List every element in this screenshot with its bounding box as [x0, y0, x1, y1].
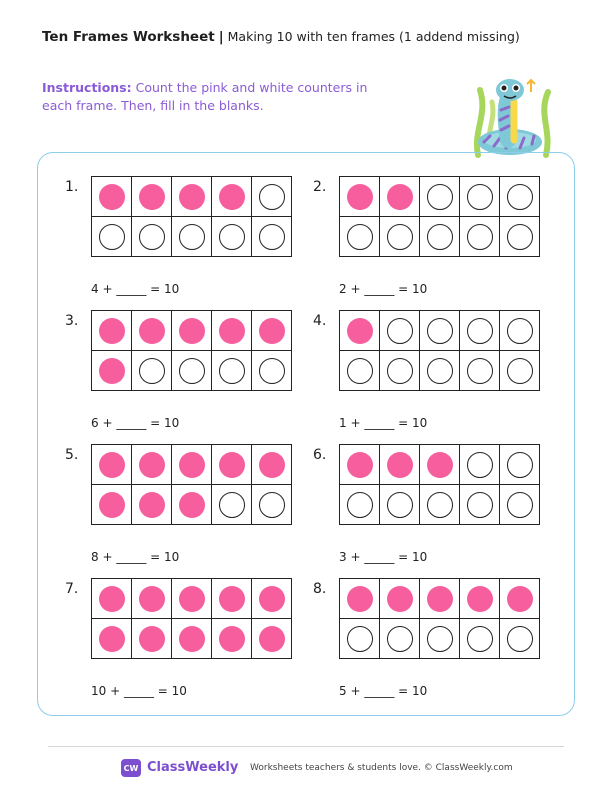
frame-cell [380, 311, 420, 351]
pink-counter [139, 452, 165, 478]
frame-cell [132, 351, 172, 391]
pink-counter [259, 586, 285, 612]
white-counter [259, 224, 285, 250]
equation: 3 + _____ = 10 [339, 550, 428, 564]
frame-cell [92, 311, 132, 351]
ten-frame [339, 310, 540, 391]
white-counter [387, 626, 413, 652]
pink-counter [139, 184, 165, 210]
frame-cell [172, 445, 212, 485]
frame-cell [132, 445, 172, 485]
pink-counter [99, 492, 125, 518]
problem-number: 1. [65, 179, 79, 195]
frame-cell [460, 619, 500, 659]
problem-number: 7. [65, 581, 79, 597]
problem-3 [65, 313, 305, 443]
frame-cell [420, 579, 460, 619]
worksheet-title: Ten Frames Worksheet [42, 29, 215, 45]
frame-cell [172, 579, 212, 619]
frame-cell [252, 311, 292, 351]
white-counter [347, 626, 373, 652]
pink-counter [427, 586, 453, 612]
white-counter [219, 492, 245, 518]
frame-cell [92, 619, 132, 659]
frame-cell [340, 445, 380, 485]
pink-counter [259, 318, 285, 344]
frame-cell [340, 177, 380, 217]
frame-cell [212, 485, 252, 525]
white-counter [139, 224, 165, 250]
frame-cell [500, 351, 540, 391]
equation: 1 + _____ = 10 [339, 416, 428, 430]
pink-counter [219, 184, 245, 210]
equation: 10 + _____ = 10 [91, 684, 187, 698]
frame-cell [132, 217, 172, 257]
pink-counter [99, 586, 125, 612]
pink-counter [139, 626, 165, 652]
white-counter [507, 626, 533, 652]
frame-cell [252, 579, 292, 619]
frame-cell [380, 217, 420, 257]
pink-counter [259, 452, 285, 478]
snake-mascot-illustration [468, 70, 560, 162]
white-counter [427, 224, 453, 250]
white-counter [347, 358, 373, 384]
white-counter [507, 184, 533, 210]
pink-counter [139, 492, 165, 518]
frame-cell [420, 311, 460, 351]
problem-5 [65, 447, 305, 577]
brand-name: ClassWeekly [147, 760, 239, 775]
pink-counter [427, 452, 453, 478]
frame-cell [212, 351, 252, 391]
white-counter [427, 492, 453, 518]
frame-cell [212, 619, 252, 659]
frame-cell [420, 217, 460, 257]
pink-counter [99, 452, 125, 478]
frame-cell [92, 177, 132, 217]
equation: 8 + _____ = 10 [91, 550, 180, 564]
ten-frame [339, 176, 540, 257]
white-counter [467, 492, 493, 518]
frame-cell [380, 177, 420, 217]
frame-cell [340, 619, 380, 659]
problem-number: 2. [313, 179, 327, 195]
white-counter [259, 492, 285, 518]
pink-counter [99, 358, 125, 384]
white-counter [347, 224, 373, 250]
pink-counter [387, 184, 413, 210]
frame-cell [500, 177, 540, 217]
pink-counter [179, 184, 205, 210]
pink-counter [347, 318, 373, 344]
pink-counter [387, 586, 413, 612]
problem-number: 8. [313, 581, 327, 597]
white-counter [139, 358, 165, 384]
equation: 6 + _____ = 10 [91, 416, 180, 430]
frame-cell [92, 579, 132, 619]
equation: 5 + _____ = 10 [339, 684, 428, 698]
equation: 4 + _____ = 10 [91, 282, 180, 296]
white-counter [99, 224, 125, 250]
pink-counter [467, 586, 493, 612]
frame-cell [252, 351, 292, 391]
pink-counter [347, 184, 373, 210]
frame-cell [500, 485, 540, 525]
pink-counter [139, 318, 165, 344]
footer-divider [48, 746, 564, 747]
frame-cell [460, 579, 500, 619]
white-counter [259, 184, 285, 210]
header-separator: | [218, 29, 224, 45]
instructions [42, 79, 392, 115]
white-counter [507, 318, 533, 344]
problem-1 [65, 179, 305, 309]
frame-cell [212, 177, 252, 217]
frame-cell [132, 485, 172, 525]
frame-cell [460, 311, 500, 351]
frame-cell [380, 579, 420, 619]
white-counter [427, 358, 453, 384]
frame-cell [252, 485, 292, 525]
ten-frame [91, 444, 292, 525]
frame-cell [132, 177, 172, 217]
white-counter [467, 318, 493, 344]
frame-cell [172, 177, 212, 217]
frame-cell [252, 177, 292, 217]
frame-cell [500, 579, 540, 619]
frame-cell [132, 579, 172, 619]
frame-cell [420, 619, 460, 659]
white-counter [467, 358, 493, 384]
white-counter [387, 318, 413, 344]
instructions-text: Count the pink and white counters in each frame. Then, fill in the blanks. [42, 80, 368, 113]
white-counter [219, 224, 245, 250]
white-counter [467, 626, 493, 652]
ten-frame [91, 176, 292, 257]
frame-cell [460, 217, 500, 257]
pink-counter [259, 626, 285, 652]
white-counter [507, 224, 533, 250]
white-counter [507, 492, 533, 518]
frame-cell [212, 579, 252, 619]
frame-cell [252, 619, 292, 659]
problem-number: 3. [65, 313, 79, 329]
frame-cell [500, 445, 540, 485]
pink-counter [179, 626, 205, 652]
frame-cell [172, 619, 212, 659]
frame-cell [340, 485, 380, 525]
frame-cell [420, 485, 460, 525]
frame-cell [212, 311, 252, 351]
pink-counter [387, 452, 413, 478]
frame-cell [460, 351, 500, 391]
frame-cell [92, 351, 132, 391]
frame-cell [500, 217, 540, 257]
frame-cell [252, 445, 292, 485]
white-counter [427, 318, 453, 344]
classweekly-logo-icon: CW [121, 759, 141, 777]
frame-cell [340, 579, 380, 619]
white-counter [507, 358, 533, 384]
ten-frame [339, 444, 540, 525]
frame-cell [92, 485, 132, 525]
problem-number: 4. [313, 313, 327, 329]
frame-cell [460, 485, 500, 525]
pink-counter [139, 586, 165, 612]
pink-counter [179, 452, 205, 478]
frame-cell [212, 217, 252, 257]
problem-number: 6. [313, 447, 327, 463]
frame-cell [380, 619, 420, 659]
pink-counter [219, 626, 245, 652]
white-counter [387, 492, 413, 518]
pink-counter [219, 586, 245, 612]
ten-frame [91, 578, 292, 659]
pink-counter [179, 318, 205, 344]
frame-cell [92, 217, 132, 257]
pink-counter [507, 586, 533, 612]
problem-6 [313, 447, 553, 577]
frame-cell [380, 351, 420, 391]
frame-cell [500, 619, 540, 659]
frame-cell [380, 445, 420, 485]
problem-8 [313, 581, 553, 711]
frame-cell [460, 177, 500, 217]
frame-cell [340, 351, 380, 391]
frame-cell [340, 217, 380, 257]
white-counter [387, 224, 413, 250]
pink-counter [219, 452, 245, 478]
white-counter [259, 358, 285, 384]
white-counter [467, 184, 493, 210]
frame-cell [420, 445, 460, 485]
pink-counter [99, 184, 125, 210]
problem-number: 5. [65, 447, 79, 463]
equation: 2 + _____ = 10 [339, 282, 428, 296]
footer-tagline: Worksheets teachers & students love. © ClassWeekly.com [250, 763, 513, 773]
problem-2 [313, 179, 553, 309]
pink-counter [347, 586, 373, 612]
white-counter [427, 626, 453, 652]
pink-counter [219, 318, 245, 344]
white-counter [179, 224, 205, 250]
frame-cell [212, 445, 252, 485]
pink-counter [179, 492, 205, 518]
white-counter [427, 184, 453, 210]
frame-cell [172, 217, 212, 257]
frame-cell [172, 311, 212, 351]
frame-cell [380, 485, 420, 525]
white-counter [467, 452, 493, 478]
frame-cell [132, 311, 172, 351]
pink-counter [179, 586, 205, 612]
pink-counter [347, 452, 373, 478]
white-counter [219, 358, 245, 384]
ten-frame [91, 310, 292, 391]
white-counter [347, 492, 373, 518]
frame-cell [172, 485, 212, 525]
frame-cell [132, 619, 172, 659]
white-counter [179, 358, 205, 384]
frame-cell [460, 445, 500, 485]
frame-cell [92, 445, 132, 485]
instructions-label: Instructions: [42, 80, 132, 95]
problems-panel [37, 152, 575, 716]
white-counter [507, 452, 533, 478]
white-counter [467, 224, 493, 250]
worksheet-header [42, 29, 520, 45]
frame-cell [172, 351, 212, 391]
frame-cell [500, 311, 540, 351]
white-counter [387, 358, 413, 384]
frame-cell [340, 311, 380, 351]
pink-counter [99, 318, 125, 344]
pink-counter [99, 626, 125, 652]
frame-cell [420, 177, 460, 217]
problem-4 [313, 313, 553, 443]
frame-cell [252, 217, 292, 257]
worksheet-subtitle: Making 10 with ten frames (1 addend missing) [227, 29, 520, 44]
problem-7 [65, 581, 305, 711]
ten-frame [339, 578, 540, 659]
frame-cell [420, 351, 460, 391]
